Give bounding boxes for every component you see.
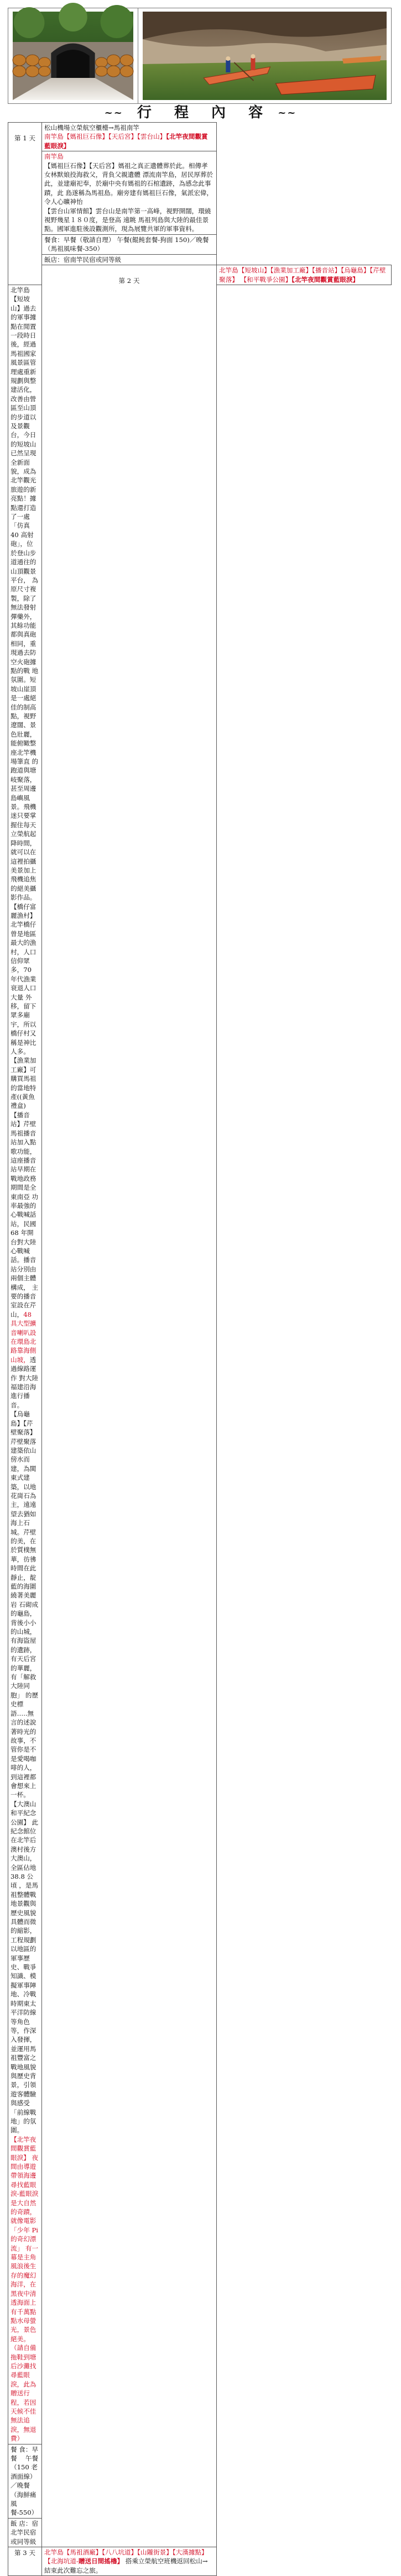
day2-meals: 餐 食：早餐 午餐（150 老酒面線）／晚餐（海鮮痛風餐-550） — [8, 2444, 42, 2518]
tunnel-wine-cellar-photo — [8, 8, 138, 103]
day1-route-highlight: 【北竿夜間觀賞藍眼淚】 — [44, 133, 208, 150]
day2-header-row — [8, 265, 392, 285]
day1-route: 南竿島【媽祖巨石像】【天后宮】【雲台山】 — [44, 133, 166, 141]
itinerary-table — [8, 122, 392, 2576]
day2-para: 【漁業加工廠】可購買馬祖的當地特產((黃魚禮盒) — [11, 1056, 37, 1110]
title-char: 行 — [137, 104, 153, 121]
day1-para: 【雲台山軍情館】雲台山是南竿第一高峰，視野開闊，環繞視野幾星１８０度，是登高 遠眺 馬祖列島與大陸的最佳景點。國軍進駐後設觀測所，現為展覽共軍的軍事資料。 — [44, 207, 211, 233]
day1-island: 南竿島 — [44, 153, 64, 161]
day3-route-highlight: 贈送日間搖櫓】 — [78, 2557, 124, 2566]
day2-route: 北竿島【短坡山】【漁業加工廠】【播音站】【烏龜島】【芹壁聚落】 【和平戰爭公園】 — [219, 266, 386, 283]
day1-route-cell — [42, 123, 217, 151]
day2-route-highlight: 【北竿夜間觀賞藍眼淚】 — [291, 275, 359, 283]
day1-details-cell — [42, 151, 217, 235]
day2-island: 北竿島 — [11, 286, 30, 294]
title-char: 容 — [248, 104, 264, 121]
title-tilde-left: ~~ — [104, 107, 123, 119]
day2-para: 【烏龜島】【芹壁聚落】芹壁聚落建築依山傍水而建，為閩東式建築，以地花崗石為主，遠遠 望去猶如海上石城。芹壁的美，在於質樸無華，彷彿時間在此靜止，靛藍的海圍繞著美麗岩 石砌成的龜島，背後小小的山城，有海盜屋的遺跡，有天后宮的華麗，有「解救大陸同胞」 的歷史標語…..無言的述說著時光的故事，不管你是不是愛喝咖啡的人，到這裡都會想來上 一杯。 — [11, 1410, 39, 1799]
day2-para: 【大澳山和平紀念公園】 此紀念館位在北竿后澳村後方大澳山，全區佔地 38.8 公頃 ，是馬祖整體戰地景觀與歷史風貌具體而微的縮影，工程規劃以地區的軍事歷史、戰爭知識、模擬軍事陣地、冷戰時期東太平洋防線等角色等，作深入發揮，並運用馬祖豐富之戰地風貌與歷史背景，引領遊客體驗與感受「前線戰地」的氛圍。 — [11, 1800, 39, 2135]
day2-label: 第 2 天 — [42, 265, 217, 2547]
photo-banner — [8, 8, 392, 104]
day3-label: 第 3 天 — [8, 2547, 42, 2576]
day1-meals: 餐食：早餐（敬請自理） 午餐(餛飩套餐-狗面 150)／晚餐（馬祖風味餐-350） — [42, 234, 217, 254]
day2-details-cell — [8, 285, 42, 2444]
title-char: 內 — [211, 104, 227, 121]
day2-para: 【短坡山】過去的軍事據點在閒置一段時日後，經過馬祖國家風景區管理處重新規劃與整建活化，改善由營區至山頂的步道以及景觀台，今日的短坡山已然呈現全新面貌，成為北竿觀光旅遊的新亮點！據點還打造了一處「仿真 40 高射砲」，位於登山步道通往的山頂觀景平台， 為原尺寸複製，除了無法發射彈藥外，其餘功能都與真砲相同，重現過去防空火砲據點的戰 地氛圍。短坡山崖頂是一處絕佳的制高點，視野遼闊、景色壯麗，能俯瞰整座北竿機場筆直 的跑道與塘岐聚落，甚至周邊島嶼風景。飛機迷只要掌握住每天立榮航起降時間，就可以在 這裡拍攝美景加上飛機追焦的絕美攝影作品。 — [11, 295, 39, 902]
day2-para-blue-tears: 【北竿夜間觀賞藍眼淚】 夜間由導遊帶領海邊尋找藍眼淚-藍眼淚是大自然的奇蹟，就像電影「少年 Pi 的奇幻漂流」 有一幕是主角風浪後生存的魔幻海洋，在黑夜中清透海面上有千萬點點水母螢光，景色絕美。（請自備拖鞋到塘后沙灘找尋藍眼淚，此為贈送行程，若因天候不佳無法追淚，無退費） — [11, 2135, 39, 2443]
day2-para: 【播音站】芹壁馬祖播音站加入點歌功能，這座播音站早期在戰地政務期間是全東南亞 功率最強的心戰喊話站，民國 68 年開台對大陸心戰喊話。播音站分別由兩個主體構成， 主要的播音室設在芹山， — [11, 1111, 39, 1318]
day1-hotel: 飯店：宿南竿民宿或同等級 — [42, 254, 217, 265]
itinerary-heading — [0, 104, 401, 122]
day2-para: 透過線路運作 對大陸福建沿海進行播音。 — [11, 1355, 39, 1409]
day2-route-cell — [217, 265, 392, 285]
day2-para-highlight: 48 具大型擴音喇叭設在環島北路靠海側山坡， — [11, 1310, 37, 1364]
day3-route-cell — [42, 2547, 217, 2576]
day3-return: 搭乘立榮航空班機返回松山→ 結束此次難忘之旅。 — [44, 2557, 208, 2574]
day3-row — [8, 2547, 392, 2576]
day1-header-row — [8, 123, 392, 151]
day2-hotel: 飯 店：宿北竿民宿或同等級 — [8, 2518, 42, 2547]
title-char: 程 — [174, 104, 190, 121]
day2-para: 【橋仔富麗漁村】北竿橋仔曾是地區最大的漁村，人口信仰眾多，70 年代漁業衰退人口大量 外移，留下眾多廟宇，所以橋仔村又稱是神比人多。 — [11, 902, 37, 1056]
tunnel-boats-photo — [138, 8, 391, 103]
title-tilde-right: ~~ — [278, 107, 297, 119]
day1-flight: 松山機場立榮航空櫃檯→馬祖南竿 — [44, 124, 140, 132]
day3-route: 北竿島【馬祖酒廠】【八八坑道】【山隴街景】【大漢據點】【北海坑道- — [44, 2548, 208, 2566]
day1-label: 第 1 天 — [8, 123, 42, 285]
day1-para: 【媽祖巨石像】【天后宮】媽祖之真正遺體葬於此。相傳孝女林默娘投海救父，背負父親遺體 漂流南竿島，居民厚葬於此，並建廟祀奉，於廟中央有媽祖的石棺遺跡，為感念此事蹟，此 島遂稱為馬祖島。廟旁建有媽祖巨石像，氣派宏偉，令人心曠神怡 — [44, 161, 213, 206]
